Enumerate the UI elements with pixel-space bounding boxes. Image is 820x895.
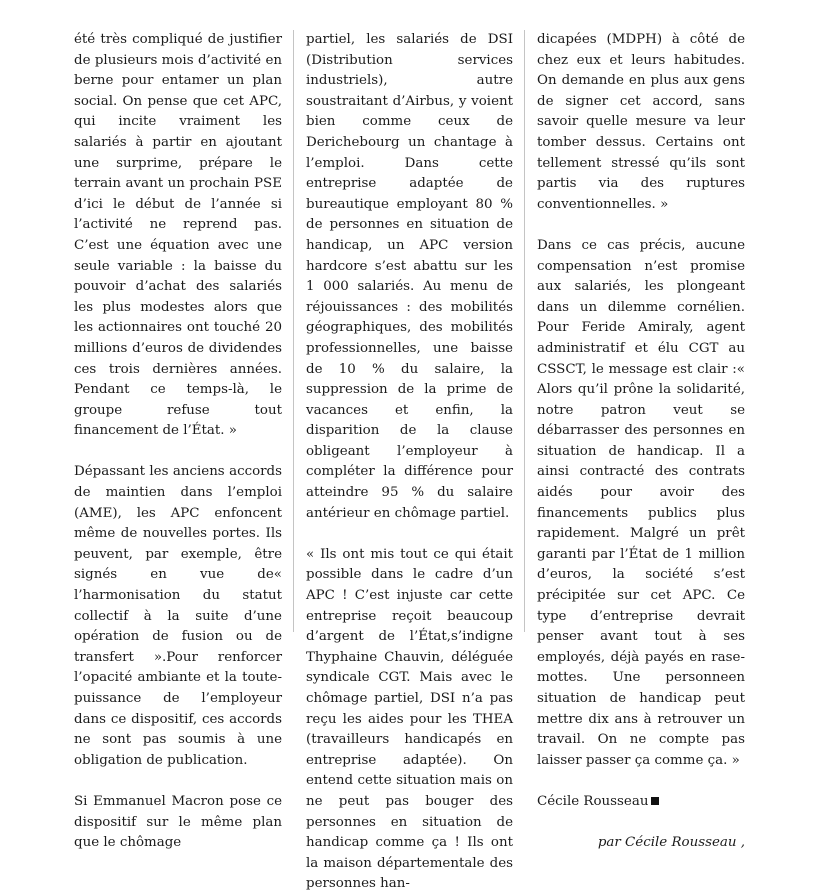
column-3 [537,30,745,854]
paragraph: été très compliqué de justifier de plusieurs mois d’activité en berne pour entamer un plan social. On pense que cet APC, qui incite vraiment les salariés à partir en ajoutant une surprime, prépare le terrain avant un prochain PSE d’ici le début de l’année si l’activité ne reprend pas. C’est une équation avec une seule variable : la baisse du pouvoir d’achat des salariés les plus modestes alors que les actionnaires ont touché 20 millions d’euros de dividendes ces trois dernières années. Pendant ce temps-là, le groupe refuse tout financement de l’État. » [74,32,282,439]
column-2 [306,30,513,895]
paragraph: Si Emmanuel Macron pose ce dispositif sur le même plan que le chômage [74,793,282,851]
signature-block [537,792,745,854]
paragraph: Dépassant les anciens accords de maintien dans l’emploi (AME), les APC enfoncent même de nouvelles portes. Ils peuvent, par exemple, être signés en vue de« l’harmonisation du statut collectif à la suite d’une opération de fusion ou de transfert ».Pour renforcer l’opacité ambiante et la toute-puissance de l’employeur dans ce dispositif, ces accords ne sont pas soumis à une obligation de publication. [74,464,282,768]
author-signature [537,792,745,813]
paragraph: dicapées (MDPH) à côté de chez eux et leurs habitudes. On demande en plus aux gens de signer cet accord, sans savoir quelle mesure va leur tomber dessus. Certains ont tellement stressé qu’ils sont partis via des ruptures conventionnelles. » [537,32,745,212]
column-1 [74,30,282,854]
paragraph: « Ils ont mis tout ce qui était possible dans le cadre d’un APC ! C’est injuste car cette entreprise reçoit beaucoup d’argent de l’État,s’indigne Thyphaine Chauvin, déléguée syndicale CGT. Mais avec le chômage partiel, DSI n’a pas reçu les aides pour les THEA (travailleurs handicapés en entreprise adaptée). On entend cette situation mais on ne peut pas bouger des personnes en situation de handicap comme ça ! Ils ont la maison départementale des personnes han- [306,546,513,892]
byline: par Cécile Rousseau , [597,835,745,851]
column-divider [524,30,525,632]
paragraph: partiel, les salariés de DSI (Distribution services industriels), autre soustraitant d’Airbus, y voient bien comme ceux de Derichebourg un chantage à l’emploi. Dans cette entreprise adaptée de bureautique employant 80 % de personnes en situation de handicap, un APC version hardcore s’est abattu sur les 1 000 salariés. Au menu de réjouissances : des mobilités géographiques, des mobilités professionnelles, une baisse de 10 % du salaire, la suppression de la prime de vacances et enfin, la disparition de la clause obligeant l’employeur à compléter la différence pour atteindre 95 % du salaire antérieur en chômage partiel. [306,32,513,521]
column-divider [293,30,294,632]
end-mark-icon [651,797,659,805]
author-name: Cécile Rousseau [537,793,649,809]
paragraph: Dans ce cas précis, aucune compensation n’est promise aux salariés, les plongeant dans un dilemme cornélien. Pour Feride Amiraly, agent administratif et élu CGT au CSSCT, le message est clair :« Alors qu’il prône la solidarité, notre patron veut se débarrasser des personnes en situation de handicap. Il a ainsi contracté des contrats aidés pour avoir des financements publics plus rapidement. Malgré un prêt garanti par l’État de 1 million d’euros, la société s’est précipitée sur cet APC. Ce type d’entreprise devrait penser avant tout à ses employés, déjà payés en rase-mottes. Une personneen situation de handicap peut mettre dix ans à retrouver un travail. On ne compte pas laisser passer ça comme ça. » [537,237,745,768]
